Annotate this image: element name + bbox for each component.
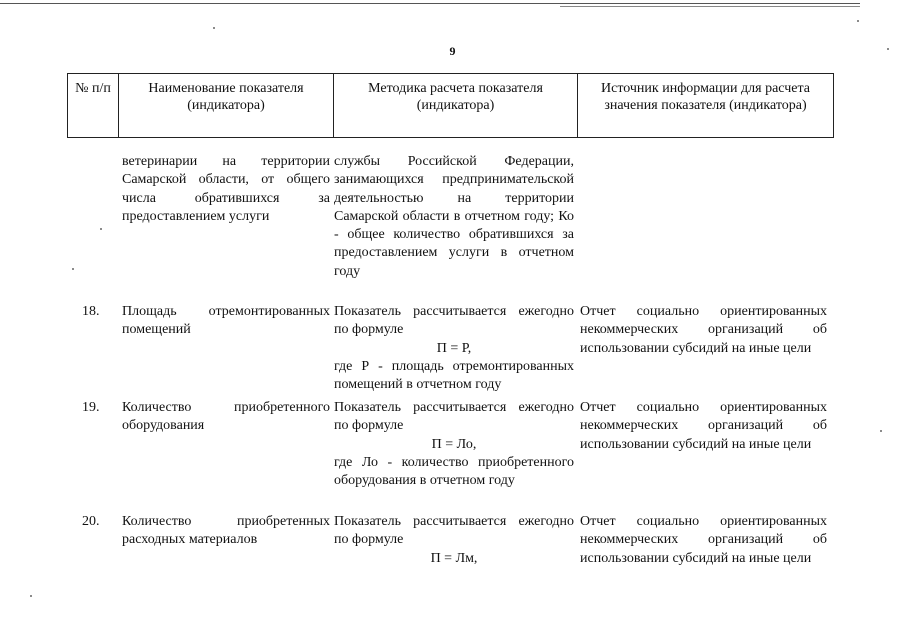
method-where: где Ло - количество приобретенного оборудования в отчетном году: [334, 454, 574, 489]
formula: П = Р,: [436, 340, 472, 356]
calculation-method: [334, 303, 574, 394]
scan-speck: [857, 20, 859, 22]
formula: П = Лм,: [430, 550, 478, 566]
scan-speck: [100, 228, 102, 230]
header-source: Источник информации для расчета значения показателя (индикатора): [578, 74, 834, 138]
method-where: где Р - площадь отремонтированных помещений в отчетном году: [334, 358, 574, 393]
information-source: Отчет социально ориентированных некоммерческих организаций об использовании субсидий на иные цели: [580, 400, 827, 452]
indicator-name: Площадь отремонтированных помещений: [122, 304, 330, 338]
indicator-name: Количество приобретенных расходных материалов: [122, 514, 330, 548]
row-number: 20.: [82, 514, 100, 529]
page-number: 9: [449, 44, 456, 58]
header-name: Наименование показателя (индикатора): [119, 74, 334, 138]
information-source: Отчет социально ориентированных некоммерческих организаций об использовании субсидий на иные цели: [580, 304, 827, 356]
calculation-method: [334, 399, 574, 490]
scan-speck: [72, 268, 74, 270]
continuation-method: службы Российской Федерации, занимающихся предпринимательской деятельностью на территории Самарской области в отчетном году; Ко - общее количество обратившихся за предоставлением услуги в отчетном году: [334, 154, 574, 279]
scan-speck: [880, 430, 882, 432]
method-intro: Показатель рассчитывается ежегодно по формуле: [334, 400, 574, 434]
scan-speck: [213, 27, 215, 29]
continuation-name: ветеринарии на территории Самарской области, от общего числа обратившихся за предоставлением услуги: [122, 154, 330, 224]
scan-edge-line: [560, 6, 860, 7]
row-number: 19.: [82, 400, 100, 415]
scan-edge-line: [0, 3, 860, 4]
row-number: 18.: [82, 304, 100, 319]
table-header: [67, 73, 834, 138]
calculation-method: [334, 513, 574, 568]
formula: П = Ло,: [431, 436, 477, 452]
method-intro: Показатель рассчитывается ежегодно по формуле: [334, 304, 574, 338]
header-method: Методика расчета показателя (индикатора): [334, 74, 578, 138]
scan-speck: [30, 595, 32, 597]
method-intro: Показатель рассчитывается ежегодно по формуле: [334, 514, 574, 548]
scan-speck: [887, 48, 889, 50]
header-num: № п/п: [68, 74, 119, 138]
information-source: Отчет социально ориентированных некоммерческих организаций об использовании субсидий на иные цели: [580, 514, 827, 566]
indicator-name: Количество приобретенного оборудования: [122, 400, 330, 434]
